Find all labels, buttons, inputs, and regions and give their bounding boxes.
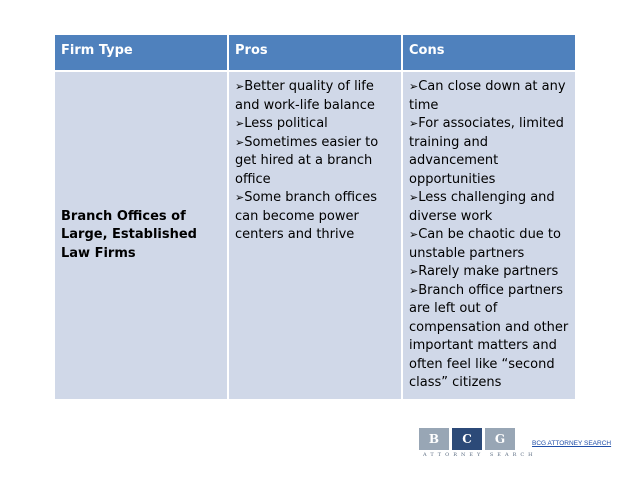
pros-item bbox=[235, 134, 395, 190]
firm-type-cell: Branch Offices of Large, Established Law Firms bbox=[54, 71, 228, 400]
logo-tagline: ATTORNEY SEARCH bbox=[423, 452, 537, 458]
cons-item bbox=[409, 282, 569, 393]
header-cons: Cons bbox=[402, 34, 576, 71]
pros-item bbox=[235, 189, 395, 245]
comparison-table bbox=[54, 34, 576, 400]
cons-item-text: Less challenging and diverse work bbox=[409, 190, 555, 224]
cons-item-text: Can be chaotic due to unstable partners bbox=[409, 227, 561, 261]
pros-list bbox=[235, 78, 395, 245]
cons-list bbox=[409, 78, 569, 393]
arrow-bullet-icon: ➢ bbox=[409, 228, 419, 241]
pros-item-text: Better quality of life and work-life balance bbox=[235, 79, 375, 113]
cons-item bbox=[409, 226, 569, 263]
cons-item-text: Rarely make partners bbox=[418, 264, 559, 279]
cons-item bbox=[409, 78, 569, 115]
arrow-bullet-icon: ➢ bbox=[235, 80, 245, 93]
footer bbox=[419, 428, 619, 464]
arrow-bullet-icon: ➢ bbox=[409, 265, 419, 278]
pros-item-text: Less political bbox=[244, 116, 328, 131]
pros-item bbox=[235, 78, 395, 115]
arrow-bullet-icon: ➢ bbox=[235, 117, 245, 130]
header-pros: Pros bbox=[228, 34, 402, 71]
table-row bbox=[54, 71, 576, 400]
cons-item bbox=[409, 115, 569, 189]
cons-item-text: Branch office partners are left out of compensation and other important matters and often feel like “second class” citizens bbox=[409, 282, 569, 390]
cons-cell bbox=[402, 71, 576, 400]
pros-cell bbox=[228, 71, 402, 400]
header-firm-type: Firm Type bbox=[54, 34, 228, 71]
pros-item bbox=[235, 115, 395, 134]
arrow-bullet-icon: ➢ bbox=[409, 191, 419, 204]
logo-letter-b: B bbox=[419, 428, 449, 450]
cons-item-text: For associates, limited training and advancement opportunities bbox=[409, 116, 564, 187]
arrow-bullet-icon: ➢ bbox=[409, 117, 419, 130]
pros-item-text: Sometimes easier to get hired at a branch office bbox=[235, 134, 379, 187]
logo-letter-c: C bbox=[452, 428, 482, 450]
pros-item-text: Some branch offices can become power centers and thrive bbox=[235, 190, 377, 242]
bcg-attorney-search-link[interactable]: BCG ATTORNEY SEARCH bbox=[532, 440, 612, 447]
bcg-logo bbox=[419, 428, 518, 450]
arrow-bullet-icon: ➢ bbox=[235, 135, 245, 149]
cons-item bbox=[409, 263, 569, 282]
arrow-bullet-icon: ➢ bbox=[235, 191, 245, 204]
table-header-row bbox=[54, 34, 576, 71]
logo-letter-g: G bbox=[485, 428, 515, 450]
arrow-bullet-icon: ➢ bbox=[409, 80, 419, 93]
cons-item-text: Can close down at any time bbox=[409, 79, 566, 113]
arrow-bullet-icon: ➢ bbox=[409, 283, 419, 297]
cons-item bbox=[409, 189, 569, 226]
